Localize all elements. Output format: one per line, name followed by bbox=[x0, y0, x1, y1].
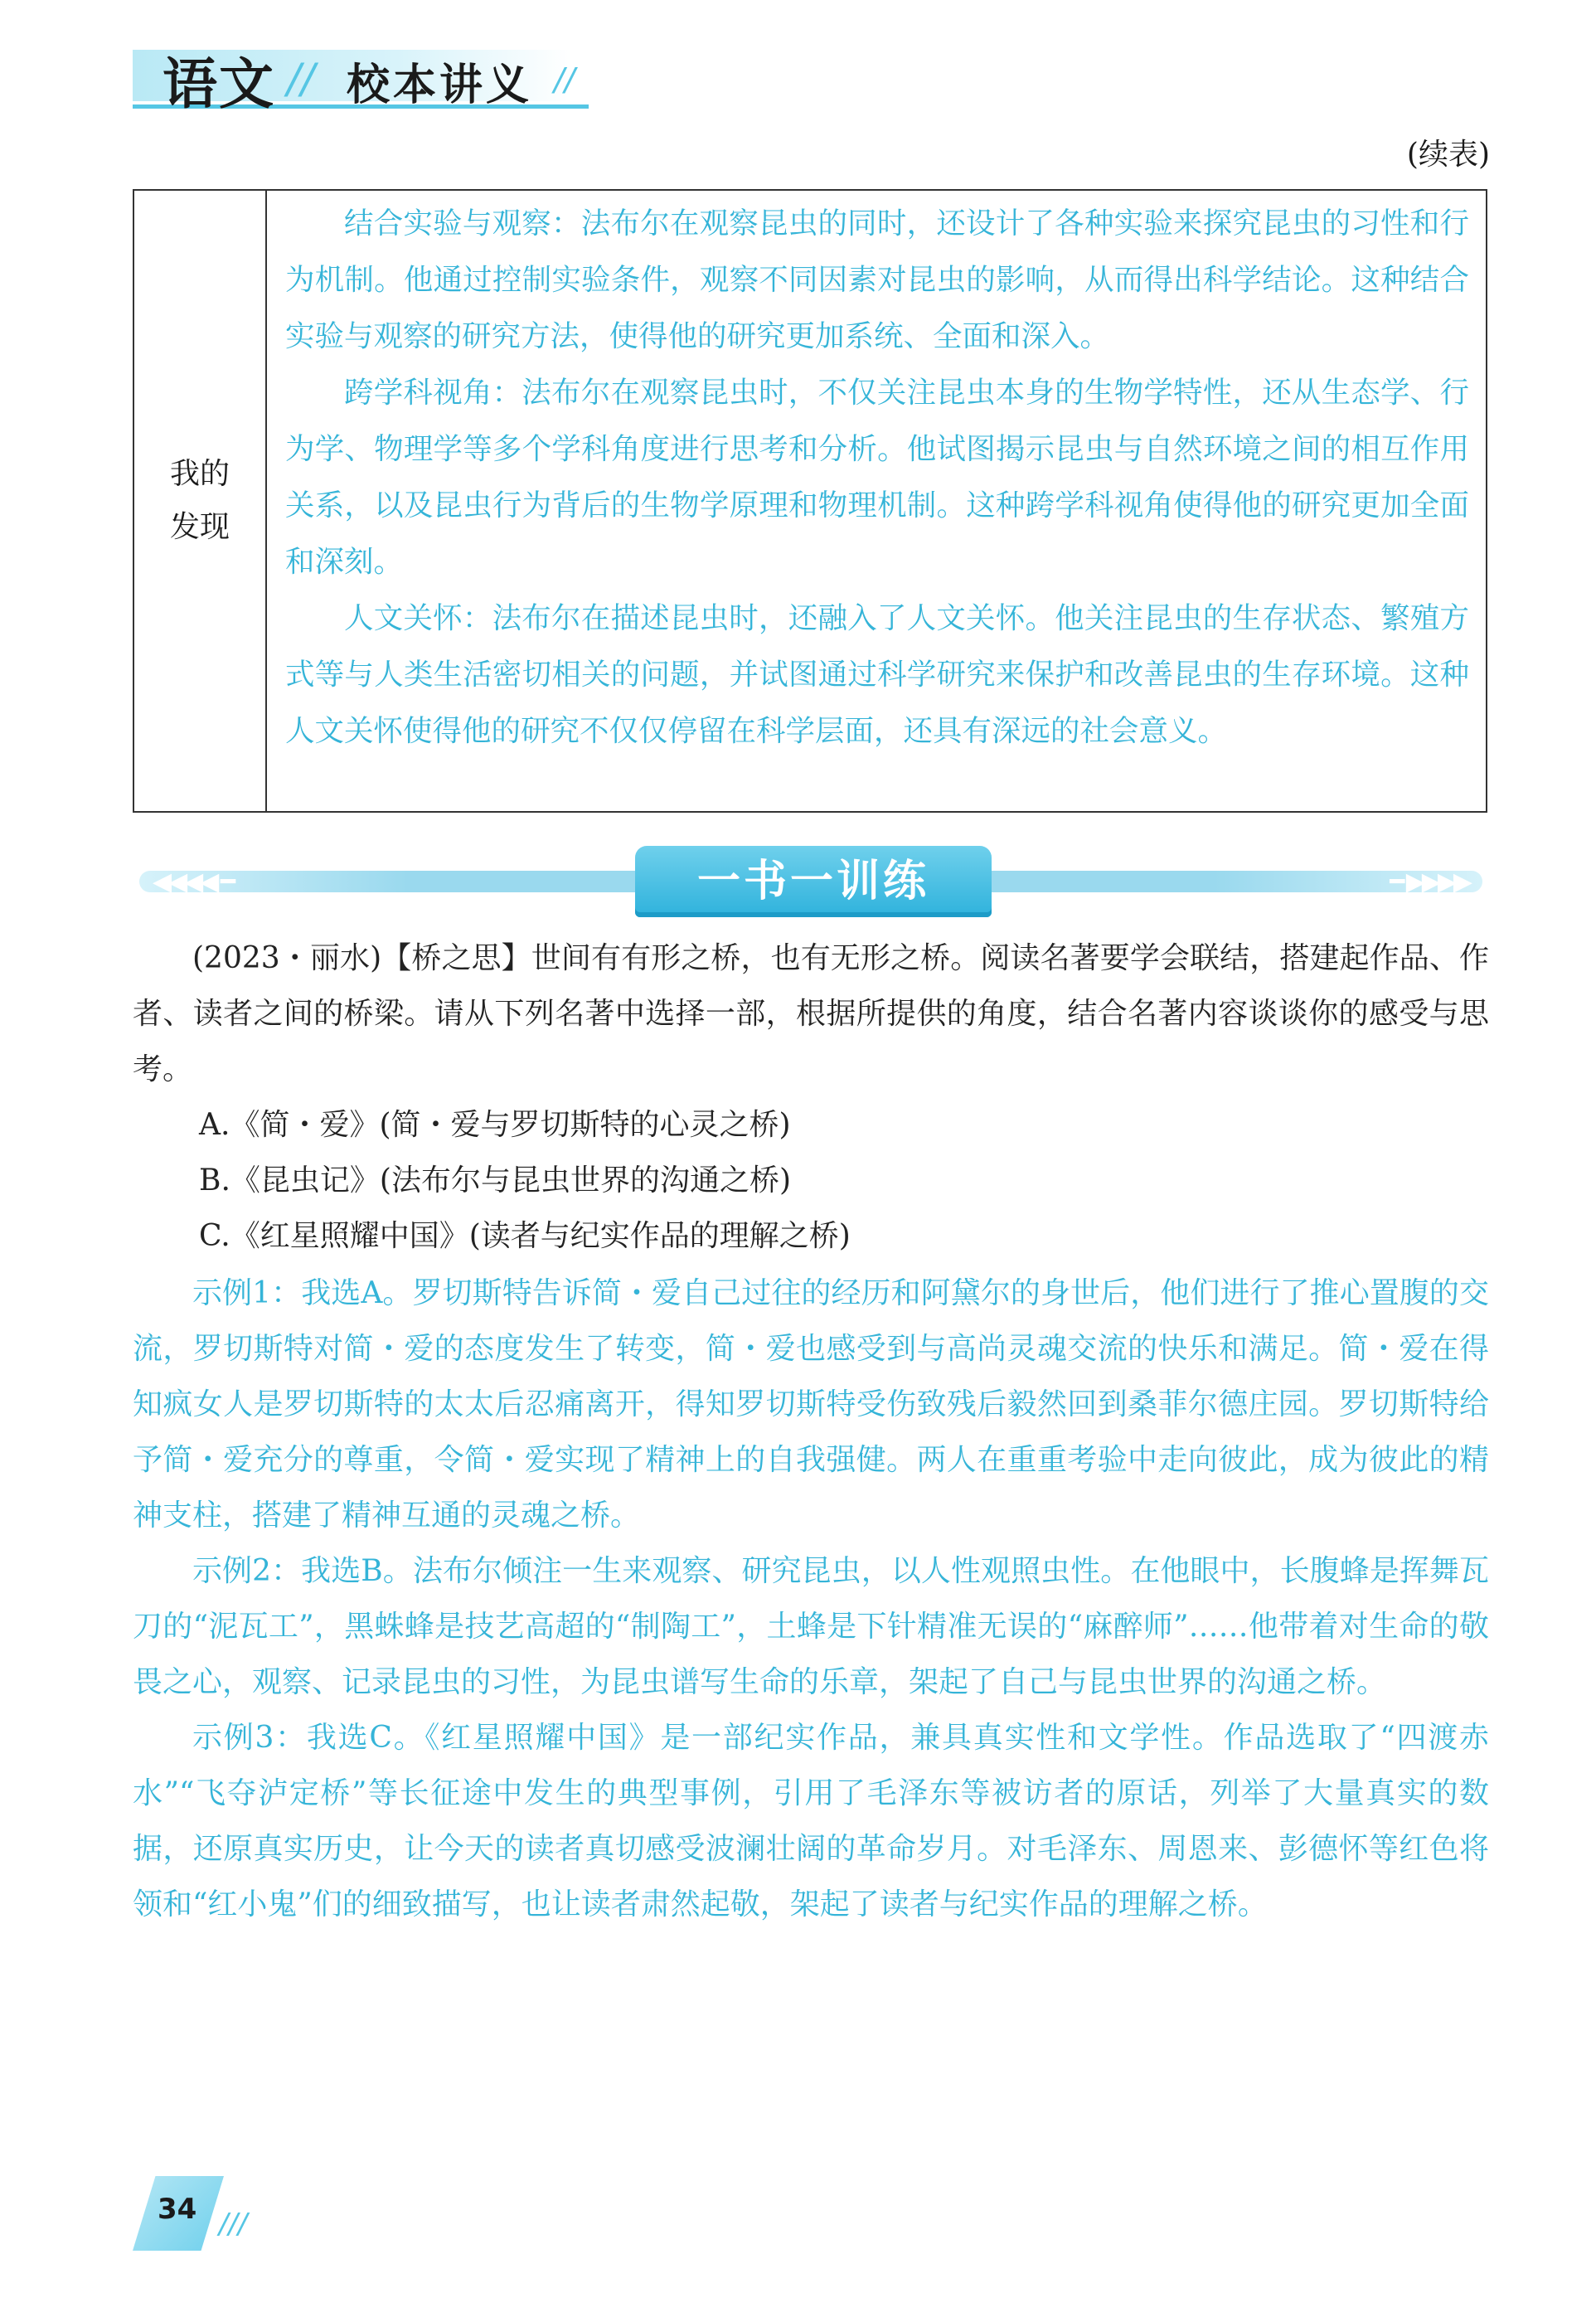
banner-tab bbox=[635, 846, 992, 917]
answer-example: 示例2：我选B。法布尔倾注一生来观察、研究昆虫，以人性观照虫性。在他眼中，长腹蜂是挥舞瓦刀的“泥瓦工”，黑蛛蜂是技艺高超的“制陶工”，土蜂是下针精准无误的“麻醉师”……他带着对生命的敬畏之心，观察、记录昆虫的习性，为昆虫谱写生命的乐章，架起了自己与昆虫世界的沟通之桥。 bbox=[133, 1554, 1489, 1699]
question-block bbox=[133, 930, 1489, 1264]
table-label: 我的 发现 bbox=[169, 457, 230, 544]
finding-paragraph: 人文关怀：法布尔在描述昆虫时，还融入了人文关怀。他关注昆虫的生存状态、繁殖方式等与人类生活密切相关的问题，并试图通过科学研究来保护和改善昆虫的生存环境。这种人文关怀使得他的研究不仅仅停留在科学层面，还具有深远的社会意义。 bbox=[285, 601, 1469, 748]
finding-paragraph: 结合实验与观察：法布尔在观察昆虫的同时，还设计了各种实验来探究昆虫的习性和行为机制。他通过控制实验条件，观察不同因素对昆虫的影响，从而得出科学结论。这种结合实验与观察的研究方法，使得他的研究更加系统、全面和深入。 bbox=[285, 206, 1469, 353]
arrow-right-decoration-icon: ━ ▶▶▶▶ bbox=[1390, 867, 1469, 896]
question-option: C.《红星照耀中国》(读者与纪实作品的理解之桥) bbox=[199, 1219, 851, 1253]
table-label-cell bbox=[134, 191, 267, 811]
section-banner bbox=[139, 846, 1482, 921]
subject-title: 语文 bbox=[163, 52, 275, 116]
question-option: A.《简・爱》(简・爱与罗切斯特的心灵之桥) bbox=[199, 1108, 791, 1142]
book-title: 校本讲义 bbox=[347, 61, 533, 110]
slash-decoration-icon: /// bbox=[219, 2208, 248, 2241]
page-number-badge bbox=[133, 2176, 265, 2251]
question-intro: (2023・丽水)【桥之思】世间有有形之桥，也有无形之桥。阅读名著要学会联结，搭建起作品、作者、读者之间的桥梁。请从下列名著中选择一部，根据所提供的角度，结合名著内容谈谈你的感受与思考。 bbox=[133, 941, 1489, 1086]
page-number: 34 bbox=[158, 2193, 197, 2226]
answer-example: 示例1：我选A。罗切斯特告诉简・爱自己过往的经历和阿黛尔的身世后，他们进行了推心置腹的交流，罗切斯特对简・爱的态度发生了转变，简・爱也感受到与高尚灵魂交流的快乐和满足。简・爱在得知疯女人是罗切斯特的太太后忍痛离开，得知罗切斯特受伤致残后毅然回到桑菲尔德庄园。罗切斯特给予简・爱充分的尊重，令简・爱实现了精神上的自我强健。两人在重重考验中走向彼此，成为彼此的精神支柱，搭建了精神互通的灵魂之桥。 bbox=[133, 1276, 1489, 1533]
arrow-left-decoration-icon: ◀◀◀◀ ━ bbox=[153, 867, 232, 896]
slash-decoration-icon: // bbox=[554, 61, 575, 98]
slash-decoration-icon: // bbox=[287, 55, 315, 103]
answer-block bbox=[133, 1265, 1489, 1932]
answer-example: 示例3：我选C。《红星照耀中国》是一部纪实作品，兼具真实性和文学性。作品选取了“四渡赤水”“飞夺泸定桥”等长征途中发生的典型事例，引用了毛泽东等被访者的原话，列举了大量真实的数据，还原真实历史，让今天的读者真切感受波澜壮阔的革命岁月。对毛泽东、周恩来、彭德怀等红色将领和“红小鬼”们的细致描写，也让读者肃然起敬，架起了读者与纪实作品的理解之桥。 bbox=[133, 1721, 1489, 1921]
findings-table bbox=[133, 189, 1487, 813]
continued-label: (续表) bbox=[1406, 138, 1490, 172]
page-header bbox=[133, 33, 597, 124]
table-content bbox=[285, 196, 1469, 760]
finding-paragraph: 跨学科视角：法布尔在观察昆虫时，不仅关注昆虫本身的生物学特性，还从生态学、行为学、物理学等多个学科角度进行思考和分析。他试图揭示昆虫与自然环境之间的相互作用关系，以及昆虫行为背后的生物学原理和物理机制。这种跨学科视角使得他的研究更加全面和深刻。 bbox=[285, 376, 1469, 579]
question-option: B.《昆虫记》(法布尔与昆虫世界的沟通之桥) bbox=[199, 1163, 791, 1197]
section-title: 一书一训练 bbox=[696, 857, 929, 906]
